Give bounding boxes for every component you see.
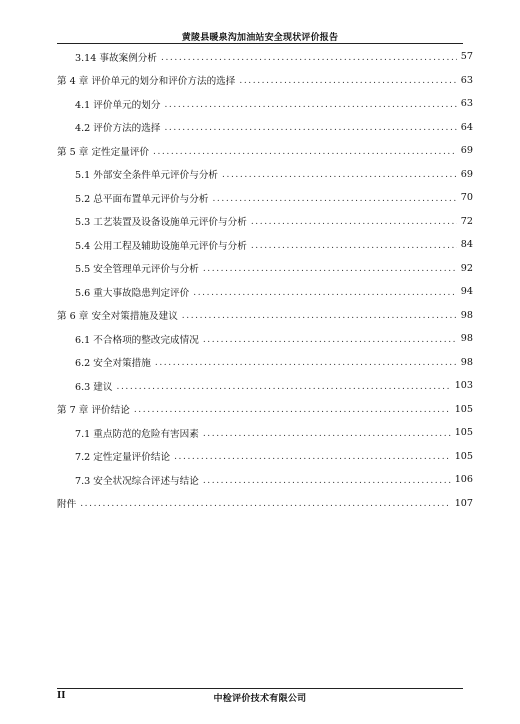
footer-company: 中检评价技术有限公司: [213, 694, 307, 704]
toc-entry-page: 70: [460, 192, 473, 204]
toc-entry-page: 94: [460, 286, 473, 298]
toc-entry-page: 106: [454, 474, 473, 486]
toc-entry-title: 4.1 评价单元的划分: [75, 99, 161, 111]
toc-entry-title: 5.4 公用工程及辅助设施单元评价与分析: [75, 240, 247, 252]
toc-section-entry[interactable]: [57, 210, 473, 234]
toc-entry-page: 72: [460, 215, 473, 227]
toc-section-entry[interactable]: [57, 163, 473, 187]
toc-entry-page: 63: [460, 98, 473, 110]
toc-section-entry[interactable]: [57, 45, 473, 69]
toc-entry-page: 69: [460, 168, 473, 180]
header-divider: [57, 43, 463, 44]
toc-dot-leader: [203, 264, 457, 274]
toc-chapter-entry[interactable]: [57, 139, 473, 163]
toc-section-entry[interactable]: [57, 468, 473, 492]
toc-entry-title: 第 5 章 定性定量评价: [57, 146, 150, 158]
toc-entry-page: 103: [454, 380, 473, 392]
toc-section-entry[interactable]: [57, 280, 473, 304]
toc-entry-page: 92: [460, 262, 473, 274]
toc-section-entry[interactable]: [57, 257, 473, 281]
toc-entry-title: 5.6 重大事故隐患判定评价: [75, 287, 190, 299]
toc-dot-leader: [80, 499, 451, 509]
toc-entry-page: 57: [460, 51, 473, 63]
toc-entry-title: 5.5 安全管理单元评价与分析: [75, 264, 199, 276]
toc-entry-title: 第 6 章 安全对策措施及建议: [57, 311, 178, 323]
toc-entry-title: 5.2 总平面布置单元评价与分析: [75, 193, 209, 205]
toc-entry-title: 6.2 安全对策措施: [75, 358, 151, 370]
toc-entry-page: 98: [460, 309, 473, 321]
toc-section-entry[interactable]: [57, 374, 473, 398]
toc-dot-leader: [251, 241, 457, 251]
toc-dot-leader: [161, 53, 457, 63]
toc-dot-leader: [212, 194, 456, 204]
toc-section-entry[interactable]: [57, 445, 473, 469]
toc-dot-leader: [164, 123, 456, 133]
toc-dot-leader: [174, 452, 451, 462]
toc-chapter-entry[interactable]: [57, 492, 473, 516]
toc-dot-leader: [239, 76, 456, 86]
toc-dot-leader: [134, 405, 451, 415]
toc-dot-leader: [182, 311, 457, 321]
toc-section-entry[interactable]: [57, 116, 473, 140]
toc-dot-leader: [203, 335, 457, 345]
toc-entry-title: 附件: [57, 499, 77, 511]
toc-entry-page: 63: [460, 74, 473, 86]
toc-entry-title: 5.1 外部安全条件单元评价与分析: [75, 170, 219, 182]
toc-entry-page: 84: [460, 239, 473, 251]
footer-divider: [57, 688, 463, 689]
toc-dot-leader: [193, 288, 457, 298]
toc-entry-title: 6.1 不合格项的整改完成情况: [75, 334, 199, 346]
toc-entry-title: 第 7 章 评价结论: [57, 405, 130, 417]
toc-chapter-entry[interactable]: [57, 304, 473, 328]
toc-entry-page: 69: [460, 145, 473, 157]
toc-entry-title: 5.3 工艺装置及设备设施单元评价与分析: [75, 217, 247, 229]
toc-dot-leader: [251, 217, 457, 227]
toc-entry-page: 98: [460, 356, 473, 368]
toc-entry-page: 107: [454, 497, 473, 509]
toc-dot-leader: [155, 358, 457, 368]
toc-dot-leader: [203, 429, 451, 439]
running-header: 黄陵县暖泉沟加油站安全现状评价报告: [181, 33, 339, 43]
toc-dot-leader: [153, 147, 457, 157]
toc-entry-title: 7.2 定性定量评价结论: [75, 452, 171, 464]
toc-section-entry[interactable]: [57, 421, 473, 445]
toc-entry-title: 3.14 事故案例分析: [75, 52, 157, 64]
toc-section-entry[interactable]: [57, 92, 473, 116]
toc-entry-title: 7.3 安全状况综合评述与结论: [75, 475, 199, 487]
toc-entry-page: 105: [454, 450, 473, 462]
toc-entry-page: 64: [460, 121, 473, 133]
toc-section-entry[interactable]: [57, 186, 473, 210]
toc-chapter-entry[interactable]: [57, 69, 473, 93]
toc-entry-title: 7.1 重点防范的危险有害因素: [75, 428, 199, 440]
toc-entry-page: 105: [454, 427, 473, 439]
toc-section-entry[interactable]: [57, 327, 473, 351]
toc-entry-title: 4.2 评价方法的选择: [75, 123, 161, 135]
toc-dot-leader: [222, 170, 457, 180]
toc-entry-title: 6.3 建议: [75, 381, 113, 393]
toc-dot-leader: [203, 476, 451, 486]
toc-entry-page: 105: [454, 403, 473, 415]
toc-chapter-entry[interactable]: [57, 398, 473, 422]
footer-page-number: II: [57, 691, 66, 701]
toc-dot-leader: [117, 382, 451, 392]
toc-entry-title: 第 4 章 评价单元的划分和评价方法的选择: [57, 76, 236, 88]
toc-dot-leader: [164, 100, 456, 110]
table-of-contents: [57, 45, 473, 515]
toc-entry-page: 98: [460, 333, 473, 345]
toc-section-entry[interactable]: [57, 233, 473, 257]
toc-section-entry[interactable]: [57, 351, 473, 375]
